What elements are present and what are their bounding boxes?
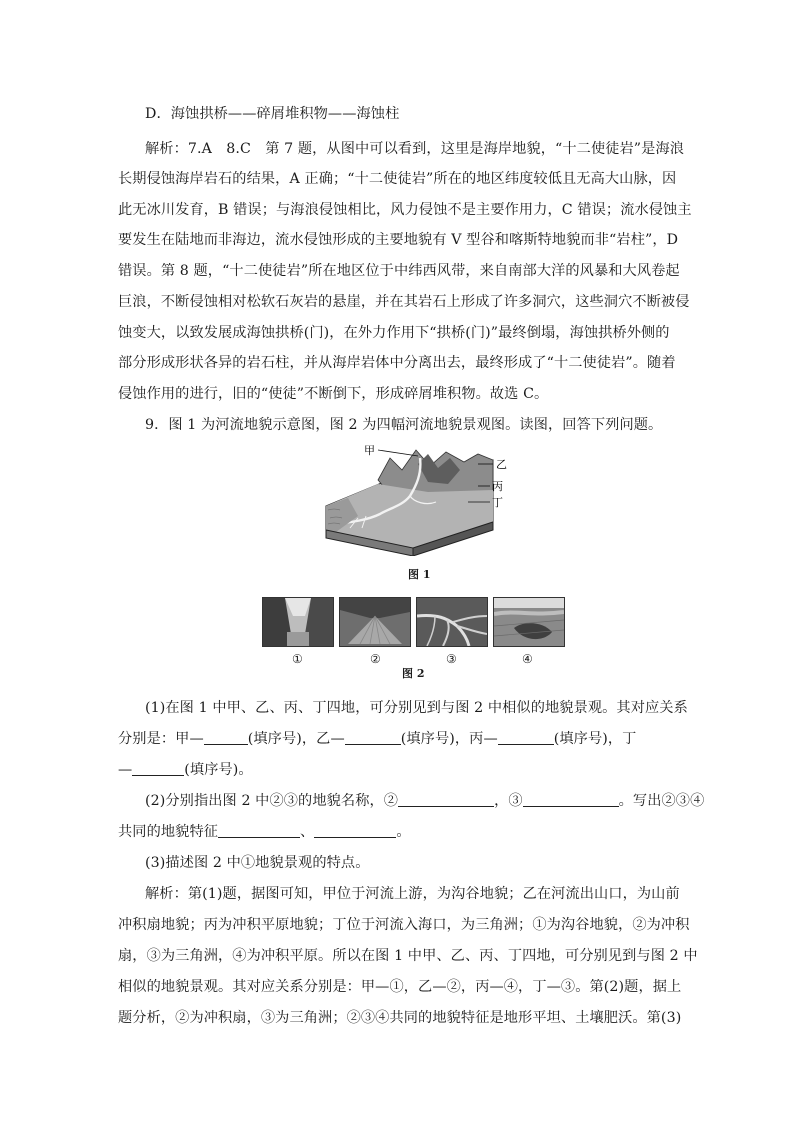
analysis-line: 侵蚀作用的进行，旧的“使徒”不断倒下，形成碎屑堆积物。故选 C。 — [118, 386, 549, 402]
photo-alluvial-plain — [493, 597, 565, 647]
photo-label-4: ④ — [522, 652, 533, 666]
analysis-line: 蚀变大，以致发展成海蚀拱桥(门)，在外力作用下“拱桥(门)”最终倒塌，海蚀拱桥外侧的 — [118, 325, 670, 341]
answer-blank[interactable] — [345, 730, 401, 745]
option-d: D．海蚀拱桥——碎屑堆积物——海蚀柱 — [145, 106, 400, 122]
analysis-line: 解析：7.A 8.C 第 7 题，从图中可以看到，这里是海岸地貌，“十二使徒岩”是海浪 — [145, 141, 685, 157]
answer-blank[interactable] — [314, 823, 396, 838]
label-bing: 丙 — [492, 480, 503, 493]
label-jia: 甲 — [364, 444, 375, 457]
question-1-blanks-cont: — (填序号)。 — [118, 762, 253, 778]
question-9: 9．图 1 为河流地貌示意图，图 2 为四幅河流地貌景观图。读图，回答下列问题。 — [145, 417, 663, 433]
answer-blank[interactable] — [398, 792, 494, 807]
answer-blank[interactable] — [204, 730, 248, 745]
answer-analysis-line: 扇，③为三角洲，④为冲积平原。所以在图 1 中甲、乙、丙、丁四地，可分别见到与图 2 中 — [118, 948, 698, 964]
photo-label-3: ③ — [446, 652, 457, 666]
question-3: (3)描述图 2 中①地貌景观的特点。 — [145, 855, 370, 871]
analysis-line: 长期侵蚀海岸岩石的结果，A 正确；“十二使徒岩”所在的地区纬度较低且无高大山脉，因 — [118, 171, 677, 187]
photo-label-2: ② — [370, 652, 381, 666]
answer-analysis-line: 题分析，②为冲积扇，③为三角洲；②③④共同的地貌特征是地形平坦、土壤肥沃。第(3) — [118, 1010, 682, 1026]
label-yi: 乙 — [496, 458, 507, 471]
answer-blank[interactable] — [218, 823, 300, 838]
question-1-line: (1)在图 1 中甲、乙、丙、丁四地，可分别见到与图 2 中相似的地貌景观。其对应关系 — [145, 700, 688, 716]
analysis-line: 错误。第 8 题，“十二使徒岩”所在地区位于中纬西风带，来自南部大洋的风暴和大风卷起 — [118, 263, 680, 279]
answer-analysis-line: 解析：第(1)题，据图可知，甲位于河流上游，为沟谷地貌；乙在河流出山口，为山前 — [145, 886, 680, 902]
photo-alluvial-fan — [339, 597, 411, 647]
analysis-line: 此无冰川发育，B 错误；与海浪侵蚀相比，风力侵蚀不是主要作用力，C 错误；流水侵蚀主 — [118, 202, 692, 218]
answer-blank[interactable] — [498, 730, 554, 745]
photo-delta — [416, 597, 488, 647]
answer-analysis-line: 冲积扇地貌；丙为冲积平原地貌；丁位于河流入海口，为三角洲；①为沟谷地貌，②为冲积 — [118, 917, 690, 933]
label-ding: 丁 — [492, 496, 503, 509]
question-1-blanks: 分别是：甲— (填序号)，乙— (填序号)，丙— (填序号)，丁 — [118, 731, 637, 747]
photo-label-1: ① — [292, 652, 303, 666]
landscape-photos — [262, 597, 562, 647]
figure-2-caption: 图 2 — [402, 667, 425, 680]
analysis-line: 巨浪，不断侵蚀相对松软石灰岩的悬崖，并在其岩石上形成了许多洞穴，这些洞穴不断被侵 — [118, 294, 690, 310]
photo-valley — [262, 597, 334, 647]
answer-blank[interactable] — [132, 761, 184, 776]
figure-1-caption: 图 1 — [408, 568, 431, 581]
question-2-line: (2)分别指出图 2 中②③的地貌名称，② ，③ 。写出②③④ — [145, 793, 705, 809]
analysis-line: 要发生在陆地而非海边，流水侵蚀形成的主要地貌有 V 型谷和喀斯特地貌而非“岩柱”，D — [118, 232, 679, 248]
answer-analysis-line: 相似的地貌景观。其对应关系分别是：甲—①，乙—②，丙—④，丁—③。第(2)题，据上 — [118, 979, 682, 995]
answer-blank[interactable] — [523, 792, 619, 807]
question-2-line-cont: 共同的地貌特征 、 。 — [118, 824, 411, 840]
river-landform-diagram — [318, 444, 518, 556]
analysis-line: 部分形成形状各异的岩石柱，并从海岸岩体中分离出去，最终形成了“十二使徒岩”。随着 — [118, 355, 676, 371]
